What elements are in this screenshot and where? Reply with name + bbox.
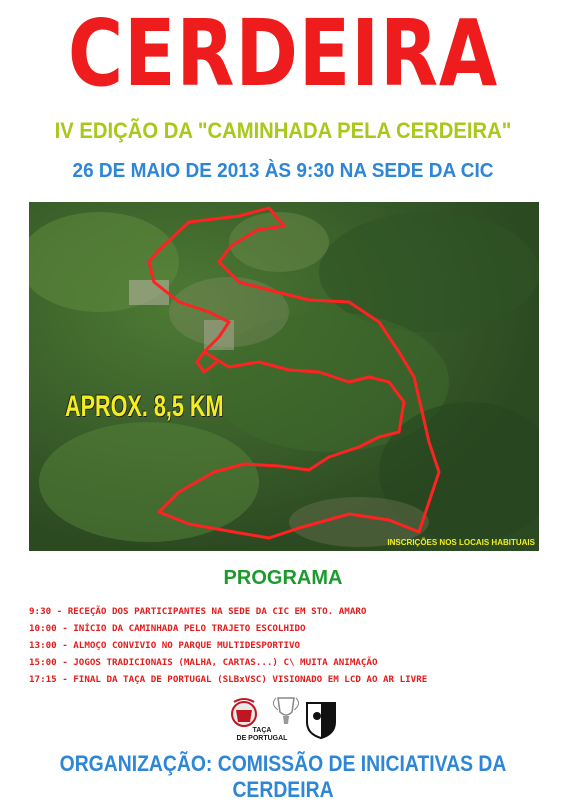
schedule-item: 15:00 - JOGOS TRADICIONAIS (MALHA, CARTAS...) C\ MUITA ANIMAÇÃO — [29, 657, 378, 668]
organizer-footer: ORGANIZAÇÃO: COMISSÃO DE INICIATIVAS DA CERDEIRA — [59, 751, 507, 802]
cup-text-line2: DE PORTUGAL — [236, 735, 288, 742]
schedule-item: 17:15 - FINAL DA TAÇA DE PORTUGAL (SLBxVSC) VISIONADO EM LCD AO AR LIVRE — [29, 674, 428, 685]
event-date-line: 26 DE MAIO DE 2013 ÀS 9:30 NA SEDE DA CIC — [72, 160, 494, 182]
schedule-list — [29, 603, 539, 688]
poster-title: CERDEIRA — [67, 0, 499, 107]
schedule-item: 9:30 - RECEÇÃO DOS PARTICIPANTES NA SEDE DA CIC EM STO. AMARO — [29, 606, 367, 617]
distance-label: APROX. 8,5 KM — [65, 390, 224, 423]
inscription-note: INSCRIÇÕES NOS LOCAIS HABITUAIS — [387, 538, 535, 547]
vitoria-crest-icon — [304, 700, 338, 740]
schedule-item: 10:00 - INÍCIO DA CAMINHADA PELO TRAJETO ESCOLHIDO — [29, 623, 306, 634]
cup-text-line1: TAÇA — [252, 727, 272, 734]
schedule-item: 13:00 - ALMOÇO CONVIVIO NO PARQUE MULTIDESPORTIVO — [29, 640, 301, 651]
poster-subtitle: IV EDIÇÃO DA "CAMINHADA PELA CERDEIRA" — [54, 118, 512, 143]
satellite-map-image — [29, 202, 539, 551]
route-map — [29, 202, 539, 551]
sponsor-logos — [228, 694, 340, 746]
programa-heading: PROGRAMA — [223, 567, 343, 589]
